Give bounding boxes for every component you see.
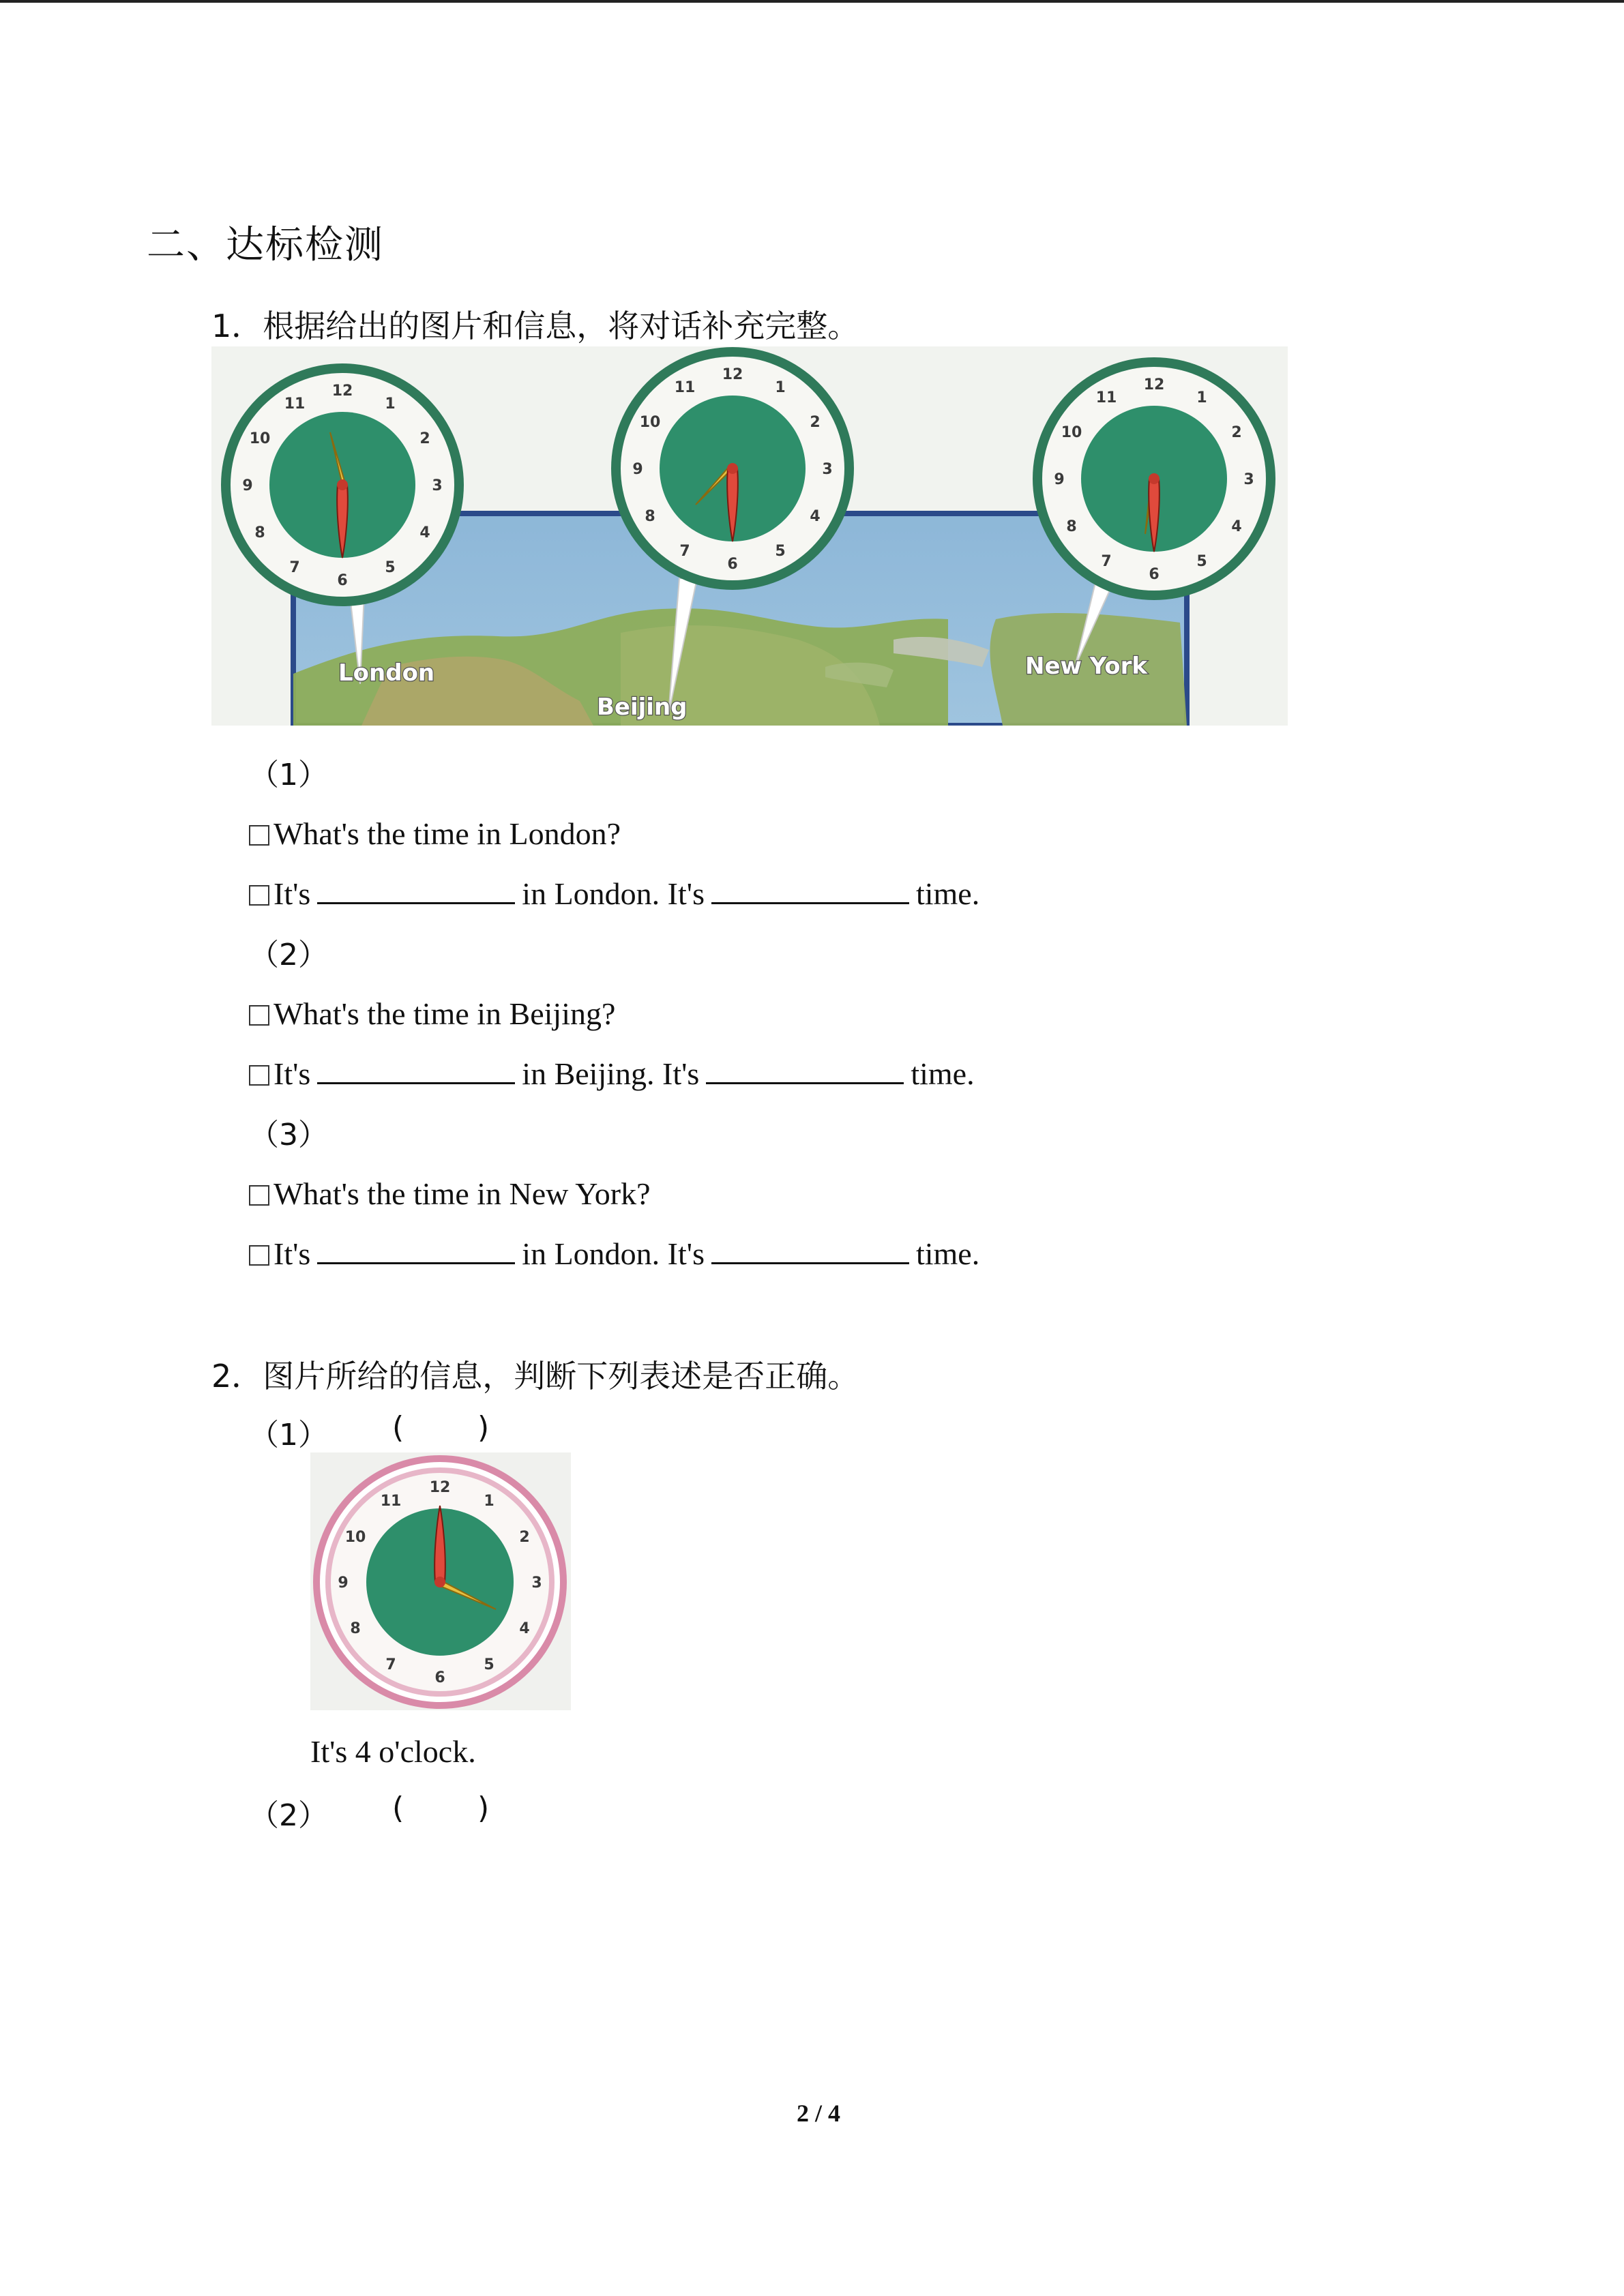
svg-text:4: 4 (810, 508, 821, 525)
map-label-newyork: New York (1025, 653, 1147, 680)
answer-blank[interactable] (711, 895, 909, 904)
q1-item-3-question: What's the time in New York? (249, 1176, 651, 1212)
svg-text:9: 9 (338, 1575, 349, 1592)
q1-item-3-answer: It's in London. It's time. (249, 1236, 979, 1272)
q1-item-2-number: （2） (249, 938, 328, 972)
q1-item-1-number: （1） (249, 758, 328, 792)
svg-text:8: 8 (254, 524, 265, 541)
checkbox-icon (249, 1185, 269, 1206)
q2-item-1-caption: It's 4 o'clock. (310, 1734, 476, 1769)
svg-text:4: 4 (1231, 518, 1242, 535)
svg-text:1: 1 (1196, 389, 1207, 406)
checkbox-icon (249, 825, 269, 846)
q1-item-3-number: （3） (249, 1118, 328, 1152)
svg-text:6: 6 (337, 572, 348, 589)
svg-text:9: 9 (632, 461, 643, 478)
pink-clock-illustration (310, 1452, 571, 1710)
svg-text:6: 6 (1149, 566, 1160, 583)
svg-text:12: 12 (722, 366, 743, 383)
answer-paren-open: ( (392, 1791, 404, 1825)
svg-text:1: 1 (775, 379, 786, 396)
true-false-answer-slot[interactable] (423, 1792, 471, 1826)
checkbox-icon (249, 885, 269, 906)
checkbox-icon (249, 1065, 269, 1086)
svg-text:11: 11 (674, 379, 696, 396)
answer-blank[interactable] (317, 1075, 515, 1084)
world-time-map-illustration (211, 346, 1288, 726)
svg-text:10: 10 (344, 1529, 366, 1546)
svg-text:7: 7 (385, 1656, 396, 1673)
svg-text:2: 2 (810, 414, 821, 431)
answer-blank[interactable] (317, 1255, 515, 1264)
svg-text:12: 12 (429, 1479, 451, 1496)
svg-text:7: 7 (289, 559, 300, 576)
map-label-beijing: Beijing (597, 694, 688, 721)
svg-text:12: 12 (1143, 376, 1165, 393)
svg-text:4: 4 (419, 524, 430, 541)
answer-paren-close: ) (477, 1410, 490, 1445)
svg-text:5: 5 (1196, 553, 1207, 570)
svg-text:11: 11 (1095, 389, 1117, 406)
page-number: 2 / 4 (797, 2100, 841, 2127)
svg-text:2: 2 (419, 430, 430, 447)
svg-text:10: 10 (1061, 424, 1082, 441)
q2-item-1-number: （1） (249, 1418, 328, 1452)
q1-item-1-answer: It's in London. It's time. (249, 876, 979, 912)
answer-paren-open: ( (392, 1410, 404, 1445)
map-label-london: London (338, 659, 435, 687)
answer-blank[interactable] (706, 1075, 904, 1084)
svg-text:8: 8 (1066, 518, 1077, 535)
q1-item-2-answer: It's in Beijing. It's time. (249, 1056, 975, 1092)
svg-text:9: 9 (242, 477, 253, 494)
svg-text:7: 7 (1101, 553, 1112, 570)
clock-num: 12 (331, 383, 353, 400)
question-1-title: 1．根据给出的图片和信息，将对话补充完整。 (211, 308, 859, 344)
svg-text:3: 3 (822, 461, 833, 478)
true-false-answer-slot[interactable] (423, 1412, 471, 1446)
svg-text:8: 8 (645, 508, 655, 525)
q1-item-1-question: What's the time in London? (249, 816, 621, 852)
section-title: 二、达标检测 (147, 223, 384, 267)
checkbox-icon (249, 1245, 269, 1266)
svg-text:2: 2 (1231, 424, 1242, 441)
pink-clock (310, 1452, 571, 1710)
svg-text:6: 6 (434, 1669, 445, 1686)
svg-text:9: 9 (1054, 471, 1065, 488)
answer-blank[interactable] (711, 1255, 909, 1264)
svg-text:5: 5 (775, 543, 786, 560)
q2-item-2-number: （2） (249, 1798, 328, 1833)
answer-paren-close: ) (477, 1791, 490, 1825)
svg-text:11: 11 (284, 396, 306, 413)
svg-text:6: 6 (727, 556, 738, 573)
svg-text:8: 8 (350, 1620, 361, 1637)
svg-text:4: 4 (519, 1620, 530, 1637)
svg-text:5: 5 (484, 1656, 494, 1673)
svg-text:5: 5 (385, 559, 396, 576)
top-rule (0, 0, 1624, 3)
svg-text:7: 7 (679, 543, 690, 560)
world-time-map (211, 346, 1288, 726)
svg-text:10: 10 (639, 414, 661, 431)
q1-item-2-question: What's the time in Beijing? (249, 996, 615, 1032)
svg-text:2: 2 (519, 1529, 530, 1546)
svg-text:11: 11 (380, 1493, 402, 1510)
svg-text:10: 10 (249, 430, 271, 447)
svg-text:3: 3 (531, 1575, 542, 1592)
svg-text:3: 3 (432, 477, 443, 494)
checkbox-icon (249, 1005, 269, 1026)
answer-blank[interactable] (317, 895, 515, 904)
svg-text:1: 1 (385, 396, 396, 413)
svg-text:3: 3 (1243, 471, 1254, 488)
question-2-title: 2．图片所给的信息，判断下列表述是否正确。 (211, 1358, 859, 1395)
svg-text:1: 1 (484, 1493, 494, 1510)
